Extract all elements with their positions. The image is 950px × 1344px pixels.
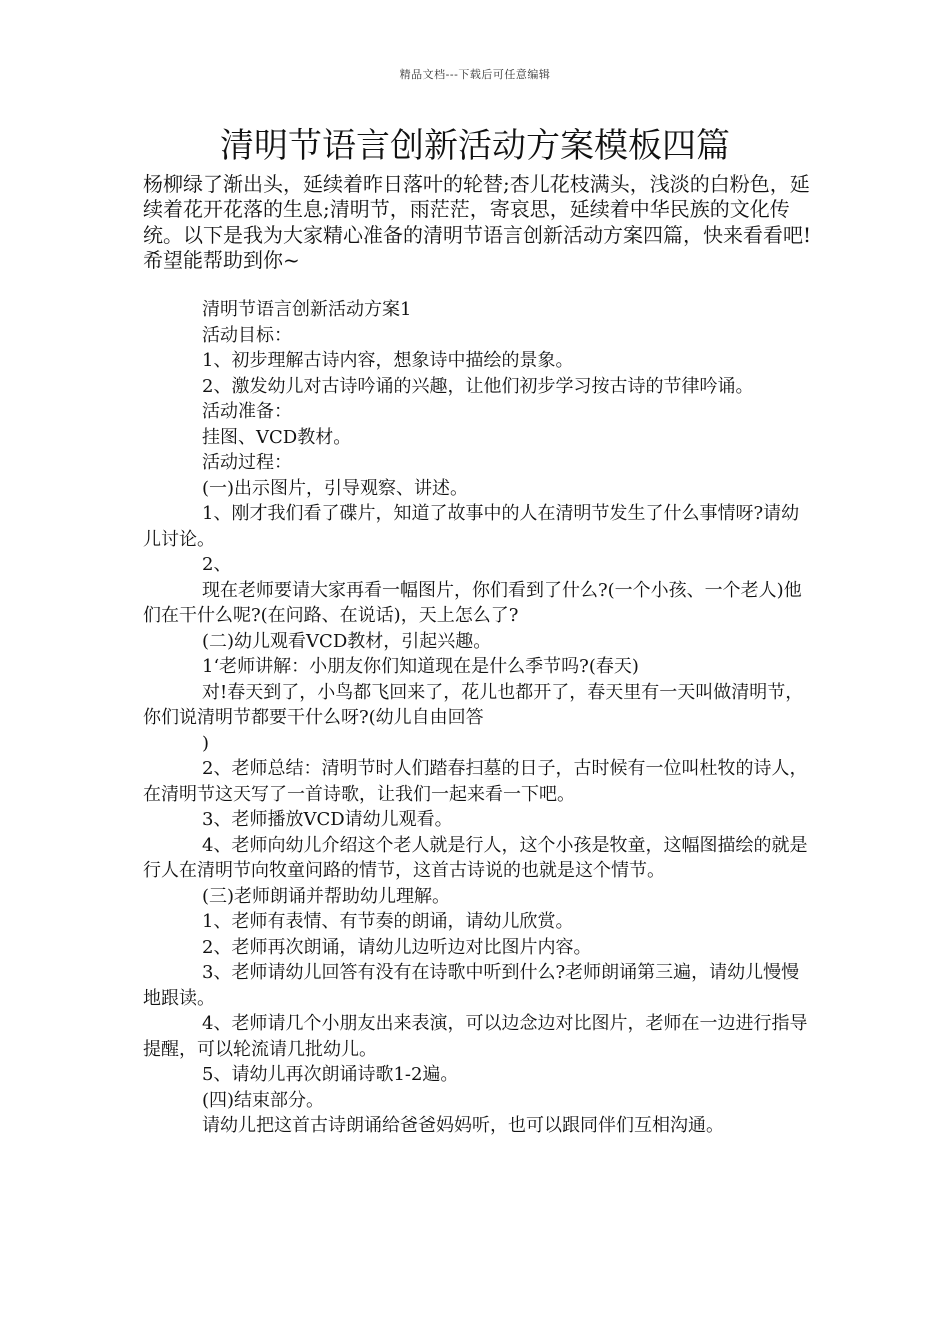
intro-paragraph: 杨柳绿了渐出头，延续着昨日落叶的轮替;杏儿花枝满头，浅淡的白粉色，延续着花开花落的生息;清明节，雨茫茫，寄哀思，延续着中华民族的文化传统。以下是我为大家精心准备的清明节语言创新活动方案四篇，快来看看吧!希望能帮助到你~	[143, 172, 812, 273]
section-heading: 清明节语言创新活动方案1	[202, 299, 412, 320]
body-paragraph: 2、激发幼儿对古诗吟诵的兴趣，让他们初步学习按古诗的节律吟诵。	[202, 375, 754, 397]
body-paragraph: 活动准备：	[202, 401, 292, 422]
body-paragraph: 2、	[202, 554, 232, 575]
body-paragraph: 1、初步理解古诗内容，想象诗中描绘的景象。	[202, 350, 574, 371]
body-paragraph: (三)老师朗诵并帮助幼儿理解。	[202, 885, 451, 907]
body-paragraph: 1‘老师讲解：小朋友你们知道现在是什么季节吗?(春天)	[202, 656, 639, 677]
body-paragraph: 3、老师请幼儿回答有没有在诗歌中听到什么?老师朗诵第三遍，请幼儿慢慢地跟读。	[143, 962, 800, 1009]
body-paragraph: )	[202, 732, 210, 754]
body-paragraph: 1、老师有表情、有节奏的朗诵，请幼儿欣赏。	[202, 911, 574, 932]
body-paragraph: 2、老师再次朗诵，请幼儿边听边对比图片内容。	[202, 936, 592, 958]
body-paragraph: 对!春天到了，小鸟都飞回来了，花儿也都开了，春天里有一天叫做清明节，你们说清明节都要干什么呀?(幼儿自由回答	[143, 681, 804, 728]
body-paragraph: 5、请幼儿再次朗诵诗歌1-2遍。	[202, 1064, 459, 1085]
body-paragraph: 3、老师播放VCD请幼儿观看。	[202, 809, 453, 830]
body-paragraph: (一)出示图片，引导观察、讲述。	[202, 477, 469, 499]
body-paragraph: 4、老师向幼儿介绍这个老人就是行人，这个小孩是牧童，这幅图描绘的就是行人在清明节向牧童问路的情节，这首古诗说的也就是这个情节。	[143, 834, 808, 881]
body-paragraph: 现在老师要请大家再看一幅图片，你们看到了什么?(一个小孩、一个老人)他们在干什么呢?(在问路、在说话)，天上怎么了?	[143, 579, 802, 626]
body-paragraph: 4、老师请几个小朋友出来表演，可以边念边对比图片，老师在一边进行指导提醒，可以轮流请几批幼儿。	[143, 1013, 808, 1060]
body-paragraph: 活动目标：	[202, 324, 292, 346]
document-title: 清明节语言创新活动方案模板四篇	[220, 126, 730, 166]
body-paragraph: (四)结束部分。	[202, 1089, 325, 1111]
document-body	[143, 297, 813, 1139]
body-paragraph: 2、老师总结：清明节时人们踏春扫墓的日子，古时候有一位叫杜牧的诗人，在清明节这天写了一首诗歌，让我们一起来看一下吧。	[143, 758, 808, 805]
body-paragraph: (二)幼儿观看VCD教材，引起兴趣。	[202, 630, 492, 652]
body-paragraph: 1、刚才我们看了碟片，知道了故事中的人在清明节发生了什么事情呀?请幼儿讨论。	[143, 503, 800, 550]
body-paragraph: 请幼儿把这首古诗朗诵给爸爸妈妈听，也可以跟同伴们互相沟通。	[202, 1115, 724, 1136]
body-paragraph: 活动过程：	[202, 452, 292, 473]
page-header: 精品文档---下载后可任意编辑	[399, 68, 551, 81]
body-paragraph: 挂图、VCD教材。	[202, 426, 352, 448]
